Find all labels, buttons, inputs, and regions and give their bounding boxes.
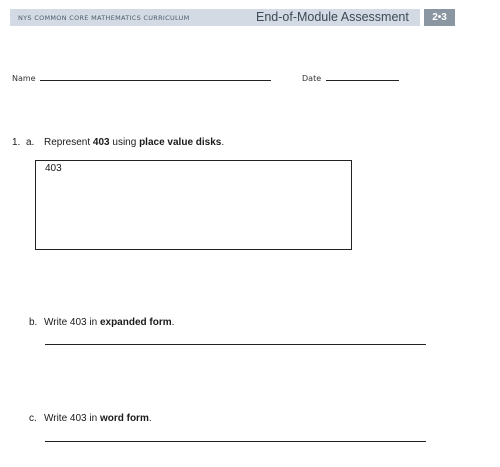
part-letter-a: a.: [26, 137, 35, 148]
answer-box-label: 403: [45, 163, 62, 174]
assessment-title: End-of-Module Assessment: [256, 10, 409, 24]
curriculum-label: NYS COMMON CORE MATHEMATICS CURRICULUM: [18, 14, 190, 22]
date-label: Date: [302, 74, 322, 83]
name-label: Name: [12, 74, 36, 83]
question-1c-prompt: c. Write 403 in word form.: [29, 413, 152, 424]
part-letter-b: b.: [29, 317, 38, 328]
word-form-answer-line[interactable]: [45, 441, 426, 442]
question-1a-prompt: 1. a. Represent 403 using place value disks.: [12, 137, 225, 148]
place-value-answer-box[interactable]: [35, 160, 352, 250]
date-field-line[interactable]: [326, 80, 399, 81]
module-badge: 2•3: [424, 9, 455, 26]
expanded-form-answer-line[interactable]: [45, 344, 426, 345]
question-number: 1.: [12, 137, 21, 148]
question-1b-prompt: b. Write 403 in expanded form.: [29, 317, 175, 328]
name-field-line[interactable]: [40, 80, 271, 81]
part-letter-c: c.: [29, 413, 37, 424]
